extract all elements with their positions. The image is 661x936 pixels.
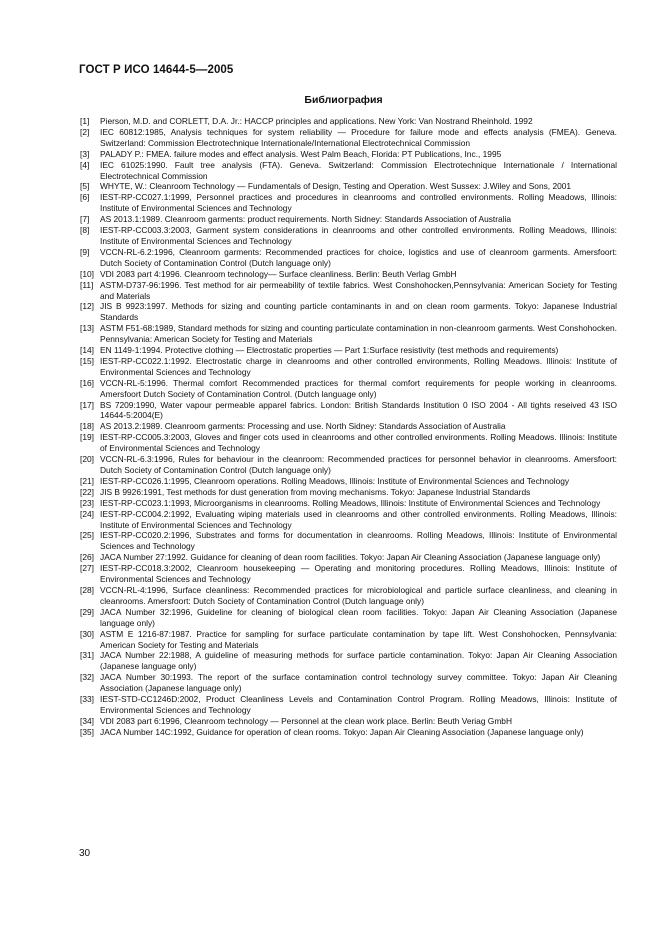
bibliography-entry	[80, 127, 617, 149]
entry-number: [32]	[80, 672, 94, 683]
entry-number: [23]	[80, 497, 94, 508]
entry-number: [3]	[80, 148, 90, 159]
bibliography-entry	[80, 378, 617, 400]
bibliography-list	[80, 116, 617, 738]
entry-number: [7]	[80, 214, 90, 225]
entry-text: AS 2013.1:1989. Cleanroom garments: product requirements. North Sidney: Standards Association of Australia	[100, 214, 512, 225]
entry-text: VCCN-RL-6.3:1996, Rules for behaviour in the cleanroom: Recommended practices for personnel behavior in cleanrooms. Amersfoort: Dutch Society of Contamination Control (Dutch language only)	[100, 454, 617, 475]
bibliography-entry	[80, 269, 617, 280]
bibliography-entry	[80, 487, 617, 498]
entry-text: VDI 2083 part 4:1996. Cleanroom technology— Surface cleanliness. Berlin: Beuth Verlag GmbH	[100, 268, 457, 279]
entry-text: JIS B 9923:1997. Methods for sizing and counting particle contaminants in and on clean room garments. Tokyo: Japanese Industrial Standards	[100, 301, 617, 323]
bibliography-entry	[80, 650, 617, 672]
entry-text: IEST-RP-CC026.1:1995, Cleanroom operations. Rolling Meadows, Illinois: Institute of Environmental Sciences and Technology	[100, 475, 570, 486]
bibliography-entry	[80, 694, 617, 716]
entry-text: Pierson, M.D. and CORLETT, D.A. Jr.: HACCP principles and applications. New York: Van Nostrand Rheinhold. 1992	[100, 116, 533, 126]
entry-number: [26]	[80, 552, 94, 563]
entry-text: VCCN-RL-4:1996, Surface cleanliness: Recommended practices for microbiological and particle surface cleanliness, and cleaning in cleanrooms. Amersfoort: Dutch Society of Contamination Control (Dutch language only)	[100, 584, 617, 606]
entry-text: IEST-STD-CC1246D:2002, Product Cleanliness Levels and Contamination Control Program. Rolling Meadows, Illinois: Institute of Environmental Sciences and Technology	[100, 694, 617, 715]
entry-number: [6]	[80, 192, 90, 203]
entry-text: IEST-RP-CC003.3:2003, Garment system considerations in cleanrooms and other controlled environments. Rolling Meadows, Illinois: Institute of Environmental Sciences and Technology	[100, 225, 617, 246]
entry-number: [16]	[80, 377, 94, 388]
bibliography-entry	[80, 181, 617, 192]
entry-number: [1]	[80, 116, 90, 126]
bibliography-entry	[80, 498, 617, 509]
entry-text: IEC 60812:1985, Analysis techniques for system reliability — Procedure for failure mode and effects analysis (FMEA). Geneva. Switzerland: Commission Electrotechnique Internationale/International Electrotechnical Commission	[100, 126, 617, 148]
entry-text: ASTM F51-68:1989, Standard methods for sizing and counting particulate contamination in non-cleanroom garments. West Conshohocken. Pennsylvania: American Society for Testing and Materials	[100, 323, 617, 345]
bibliography-entry	[80, 247, 617, 269]
entry-number: [2]	[80, 126, 90, 137]
entry-number: [8]	[80, 225, 90, 236]
entry-number: [13]	[80, 323, 94, 334]
bibliography-entry	[80, 192, 617, 214]
entry-number: [31]	[80, 650, 94, 661]
entry-number: [29]	[80, 606, 94, 617]
entry-text: VDI 2083 part 6:1996, Cleanroom technology — Personnel at the clean work place. Berlin: Beuth Veriag GmbH	[100, 715, 513, 726]
entry-number: [4]	[80, 159, 90, 170]
entry-text: PALADY P.: FMEA. failure modes and effect analysis. West Palm Beach, Florida: PT Publications, Inc., 1995	[100, 148, 502, 159]
bibliography-entry	[80, 421, 617, 432]
entry-number: [25]	[80, 530, 94, 541]
bibliography-entry	[80, 716, 617, 727]
entry-text: IEST-RP-CC005.3:2003, Gloves and finger cots used in cleanrooms and other controlled environments. Rolling Meadows. Illinois: Institute of Environmental Sciences and Technology	[100, 432, 617, 454]
entry-number: [14]	[80, 345, 94, 356]
bibliography-entry	[80, 530, 617, 552]
entry-text: WHYTE, W.: Cleanroom Technology — Fundamentals of Design, Testing and Operation. West Sussex: J.Wiley and Sons, 2001	[100, 181, 572, 192]
entry-number: [28]	[80, 584, 94, 595]
bibliography-entry	[80, 629, 617, 651]
entry-number: [11]	[80, 279, 94, 290]
entry-text: ASTM-D737-96:1996. Test method for air permeability of textile fabrics. West Conshohocken,Pennsylvania: American Society for Testing and Materials	[100, 279, 617, 301]
bibliography-entry	[80, 345, 617, 356]
bibliography-entry	[80, 552, 617, 563]
entry-text: VCCN-RL-5:1996. Thermal comfort Recommended practices for thermal comfort requirements for people working in cleanrooms. Amersfoort Dutch Society of Contamination Control. (Dutch language only)	[100, 377, 617, 399]
bibliography-entry	[80, 400, 617, 422]
bibliography-entry	[80, 509, 617, 531]
entry-number: [35]	[80, 726, 94, 737]
bibliography-entry	[80, 214, 617, 225]
entry-number: [24]	[80, 508, 94, 519]
bibliography-entry	[80, 607, 617, 629]
entry-number: [12]	[80, 301, 94, 312]
entry-number: [20]	[80, 454, 94, 465]
bibliography-title: Библиография	[304, 94, 383, 106]
entry-text: JIS B 9926:1991, Test methods for dust generation from moving mechanisms. Tokyo: Japanese Industrial Standards	[100, 486, 531, 497]
entry-number: [5]	[80, 181, 90, 192]
entry-text: IEST-RP-CC020.2:1996, Substrates and forms for documentation in cleanrooms. Rolling Meadows, Illinois: Institute of Environmental Sciences and Technology	[100, 530, 617, 552]
entry-number: [17]	[80, 399, 94, 410]
entry-number: [21]	[80, 475, 94, 486]
bibliography-entry	[80, 116, 617, 127]
page-number: 30	[79, 848, 91, 859]
bibliography-entry	[80, 476, 617, 487]
bibliography-entry	[80, 727, 617, 738]
bibliography-entry	[80, 323, 617, 345]
bibliography-entry	[80, 301, 617, 323]
bibliography-entry	[80, 432, 617, 454]
bibliography-entry	[80, 585, 617, 607]
entry-number: [18]	[80, 421, 94, 432]
entry-number: [10]	[80, 268, 94, 279]
bibliography-entry	[80, 225, 617, 247]
entry-text: JACA Number 22:1988, A guideline of measuring methods for surface particle contamination. Tokyo: Japan Air Cleaning Association (Japanese language only)	[100, 650, 617, 672]
entry-text: JACA Number 30:1993. The report of the surface contamination control technology survey committee. Tokyo: Japan Air Cleaning Association (Japanese language only)	[100, 672, 617, 694]
entry-text: IEST-RP-CC023.1:1993, Microorganisms in cleanrooms. Rolling Meadows, Illinois: Institute of Environmental Sciences and Technology	[100, 497, 601, 508]
entry-text: EN 1149-1:1994. Protective clothing — Electrostatic properties — Part 1:Surface resistivity (test methods and requirements)	[100, 345, 559, 356]
entry-text: AS 2013.2:1989. Cleanroom garments: Processing and use. North Sidney: Standards Association of Australia	[100, 421, 506, 432]
entry-text: JACA Number 32:1996, Guideline for cleaning of biological clean room facilities. Tokyo: Japan Air Cleaning Association (Japanese language only)	[100, 606, 617, 628]
entry-text: IEC 61025:1990. Fault tree analysis (FTA). Geneva. Switzerland: Commission Electrotechnique Internationale / International Electrotechnical Commission	[100, 159, 617, 181]
entry-text: ASTM E 1216-87:1987. Practice for sampling for surface particulate contamination by tape lift. West Conshohocken, Pennsylvania: American Society for Testing and Materials	[100, 628, 617, 650]
entry-text: IEST-RP-CC004.2:1992, Evaluating wiping materials used in cleanrooms and other controlled environments. Rolling Meadows, Illinois: Institute of Environmental Sciences and Technology	[100, 508, 617, 530]
entry-number: [30]	[80, 628, 94, 639]
bibliography-entry	[80, 149, 617, 160]
entry-number: [15]	[80, 355, 94, 366]
entry-number: [27]	[80, 563, 94, 574]
bibliography-entry	[80, 563, 617, 585]
entry-text: VCCN-RL-6.2:1996, Cleanroom garments: Recommended practices for choice, logistics and use of cleanroom garments. Amersfoort: Dutch Society of Contamination Control (Dutch language only)	[100, 246, 617, 268]
bibliography-entry	[80, 356, 617, 378]
bibliography-entry	[80, 672, 617, 694]
bibliography-entry	[80, 280, 617, 302]
bibliography-entry	[80, 454, 617, 476]
entry-text: JACA Number 27:1992. Guidance for cleaning of dean room facilities. Tokyo: Japan Air Cleaning Association (Japanese language only)	[100, 552, 601, 563]
document-header: ГОСТ Р ИСО 14644-5—2005	[79, 64, 234, 76]
entry-text: IEST-RP-CC018.3:2002, Cleanroom housekeeping — Operating and monitoring procedures. Rolling Meadows, Illinois: Institute of Environmental Sciences and Technology	[100, 563, 617, 585]
entry-text: JACA Number 14C:1992, Guidance for operation of clean rooms. Tokyo: Japan Air Cleaning Association (Japanese language only)	[100, 726, 584, 737]
entry-text: BS 7209:1990, Water vapour permeable apparel fabrics. London: British Standards Institution 0 ISO 2004 - All tights reseived 43 ISO 14644-5:2004(E)	[100, 399, 617, 421]
entry-number: [9]	[80, 246, 90, 257]
entry-text: IEST-RP-CC027.1:1999, Personnel practices and procedures in cleanrooms and controlled environments. Rolling Meadows, Illinois: Institute of Environmental Sciences and Technology	[100, 192, 617, 214]
entry-number: [34]	[80, 715, 94, 726]
entry-text: IEST-RP-CC022.1:1992. Electrostatic charge in cleanrooms and other controlled environments, Rolling Meadows. Illinois: Institute of Environmental Sciences and Technology	[100, 355, 617, 377]
entry-number: [33]	[80, 694, 94, 705]
entry-number: [19]	[80, 432, 94, 443]
bibliography-entry	[80, 160, 617, 182]
entry-number: [22]	[80, 486, 94, 497]
